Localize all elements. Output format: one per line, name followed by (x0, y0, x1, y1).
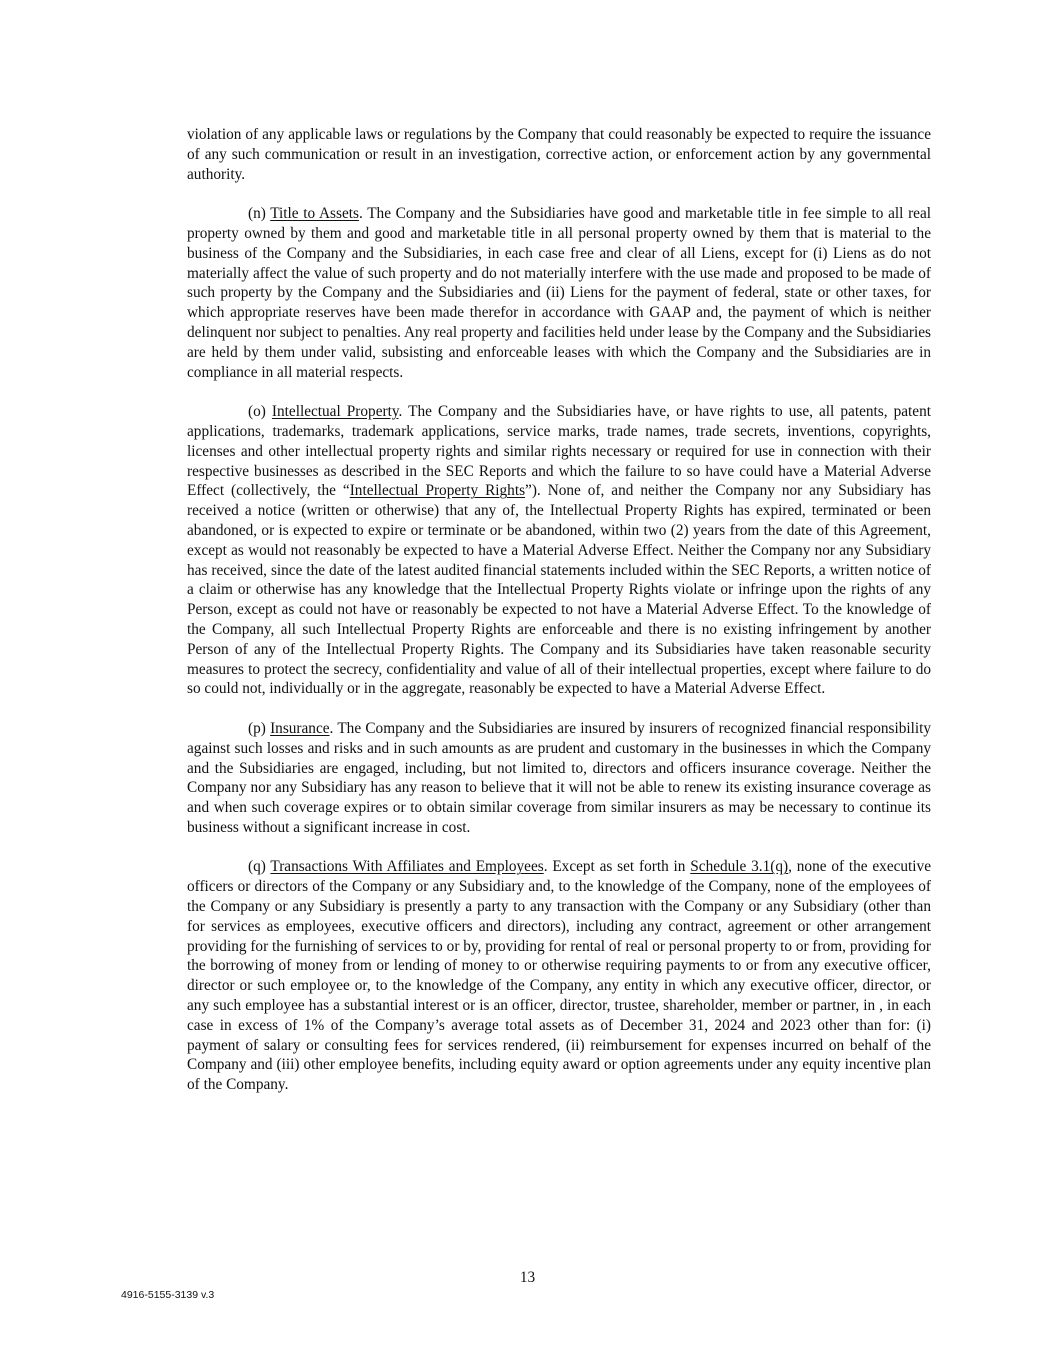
paragraph-n-title-to-assets (187, 204, 931, 382)
paragraph-p-insurance (187, 719, 931, 838)
section-p-heading: Insurance (270, 719, 330, 737)
section-n-heading: Title to Assets (270, 205, 359, 223)
section-q-schedule-ref: Schedule 3.1(q) (690, 858, 789, 876)
page-number: 13 (519, 1269, 536, 1286)
paragraph-m-continuation (187, 125, 931, 184)
section-p-text: . The Company and the Subsidiaries are insured by insurers of recognized financial responsibility against such losses and risks and in such amounts as are prudent and customary in the businesses in which the Company and the Subsidiaries are engaged, including, but not limited to, directors and officers insurance coverage. Neither the Company nor any Subsidiary has any reason to believe that it will not be able to renew its existing insurance coverage as and when such coverage expires or to obtain similar coverage from similar insurers as may be necessary to continue its business without a significant increase in cost. (187, 719, 931, 836)
section-q-text-1: . Except as set forth in (543, 858, 691, 876)
section-o-text-2: ”). None of, and neither the Company nor any Subsidiary has received a notice (written or otherwise) that any of, the Intellectual Property Rights has expired, terminated or been abandoned, or is expected to expire or terminate or be abandoned, within two (2) years from the date of this Agreement, except as would not reasonably be expected to have a Material Adverse Effect. Neither the Company nor any Subsidiary has received, since the date of the latest audited financial statements included within the SEC Reports, a written notice of a claim or otherwise has any knowledge that the Intellectual Property Rights violate or infringe upon the rights of any Person, except as could not have or reasonably be expected to not have a Material Adverse Effect. To the knowledge of the Company, all such Intellectual Property Rights are enforceable and there is no existing infringement by another Person of any of the Intellectual Property Rights. The Company and its Subsidiaries have taken reasonable security measures to protect the secrecy, confidentiality and value of all of their intellectual properties, except where failure to do so could not, individually or in the aggregate, reasonably be expected to have a Material Adverse Effect. (187, 482, 932, 698)
paragraph-q-transactions-affiliates (187, 857, 931, 1095)
section-o-heading: Intellectual Property (271, 403, 399, 421)
paragraph-o-intellectual-property (187, 402, 931, 699)
section-q-label: (q) (248, 858, 271, 876)
document-body (187, 125, 931, 1115)
section-n-text: . The Company and the Subsidiaries have good and marketable title in fee simple to all real property owned by them and good and marketable title in all personal property owned by them that is material to the business of the Company and the Subsidiaries, in each case free and clear of all Liens, except for (i) Liens as do not materially affect the value of such property and do not materially interfere with the use made and proposed to be made of such property by the Company and the Subsidiaries and (ii) Liens for the payment of federal, state or other taxes, for which appropriate reserves have been made therefor in accordance with GAAP and, the payment of which is neither delinquent nor subject to penalties. Any real property and facilities held under lease by the Company and the Subsidiaries are held by them under valid, subsisting and enforceable leases with which the Company and the Subsidiaries are in compliance in all material respects. (187, 205, 932, 381)
section-q-text-2: , none of the executive officers or directors of the Company or any Subsidiary and, to the knowledge of the Company, none of the employees of the Company or any Subsidiary is presently a party to any transaction with the Company or any Subsidiary (other than for services as employees, executive officers and directors), including any contract, agreement or other arrangement providing for the furnishing of services to or by, providing for rental of real or personal property to or from, providing for the borrowing of money from or lending of money to or otherwise requiring payments to or from any executive officer, director or such employee or, to the knowledge of the Company, any entity in which any executive officer, director, or any such employee has a substantial interest or is an officer, director, trustee, shareholder, member or partner, in , in each case in excess of 1% of the Company’s average total assets as of December 31, 2024 and 2023 other than for: (i) payment of salary or consulting fees for services rendered, (ii) reimbursement for expenses incurred on behalf of the Company and (iii) other employee benefits, including equity award or option agreements under any equity incentive plan of the Company. (187, 858, 931, 1094)
document-id: 4916-5155-3139 v.3 (121, 1289, 215, 1301)
section-o-defined-term: Intellectual Property Rights (349, 482, 526, 500)
section-o-label: (o) (248, 403, 272, 421)
paragraph-m-text: violation of any applicable laws or regulations by the Company that could reasonably be expected to require the issuance of any such communication or result in an investigation, corrective action, or enforcement action by any governmental authority. (187, 126, 931, 183)
section-q-heading: Transactions With Affiliates and Employees (270, 858, 544, 876)
section-o-text-1: . The Company and the Subsidiaries have, or have rights to use, all patents, patent applications, trademarks, trademark applications, service marks, trade names, trade secrets, inventions, copyrights, licenses and other intellectual property rights and similar rights necessary or required for use in connection with their respective businesses as described in the SEC Reports and which the failure to so have could have a Material Adverse Effect (collectively, the “ (187, 403, 931, 500)
section-n-label: (n) (248, 205, 271, 223)
section-p-label: (p) (248, 719, 271, 737)
